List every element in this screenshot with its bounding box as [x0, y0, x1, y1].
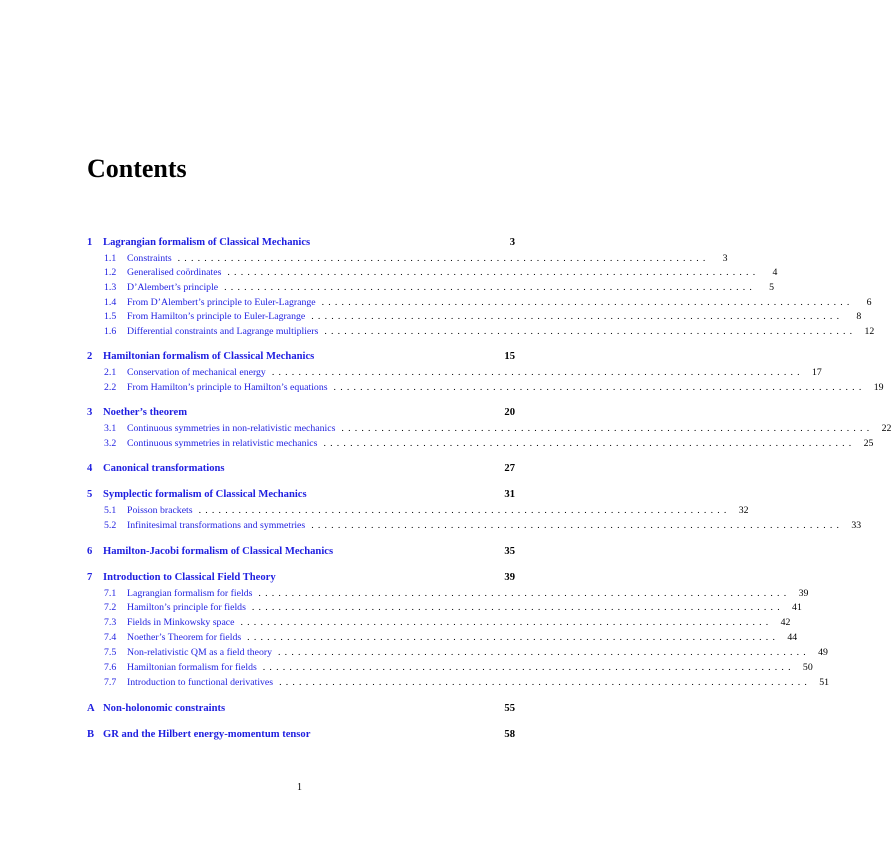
section-number: 5.2	[104, 520, 117, 531]
dot-leader: ................................................................................	[224, 282, 757, 293]
chapter-title-link: Canonical transformations	[103, 463, 225, 474]
section-number: 1.3	[104, 282, 117, 293]
section-page-number: 39	[798, 588, 809, 599]
section-number: 7.6	[104, 662, 117, 673]
section-page-number: 19	[873, 382, 884, 393]
section-number: 3.2	[104, 438, 117, 449]
section-number: 7.2	[104, 602, 117, 613]
toc-section-entry[interactable]	[104, 601, 802, 614]
section-number: 5.1	[104, 505, 117, 516]
dot-leader: ................................................................................	[333, 382, 866, 393]
toc-section-entry[interactable]	[104, 310, 862, 323]
section-page-number: 50	[802, 662, 813, 673]
section-page-number: 25	[863, 438, 874, 449]
chapter-page-number: 15	[504, 351, 515, 362]
section-title-link: Infinitesimal transformations and symmetries	[127, 520, 306, 531]
dot-leader: ................................................................................	[323, 438, 856, 449]
toc-chapter-entry[interactable]	[87, 545, 515, 559]
section-title-link: Hamiltonian formalism for fields	[127, 662, 257, 673]
chapter-page-number: 27	[504, 463, 515, 474]
toc-chapter-entry[interactable]	[87, 571, 515, 585]
toc-chapter-entry[interactable]	[87, 488, 515, 502]
section-page-number: 49	[818, 647, 828, 658]
section-title-link: Fields in Minkowsky space	[127, 617, 235, 628]
dot-leader: ................................................................................	[198, 505, 731, 516]
chapter-number: 5	[87, 489, 93, 500]
section-title-link: Conservation of mechanical energy	[127, 367, 266, 378]
chapter-page-number: 58	[504, 729, 515, 740]
section-page-number: 6	[866, 297, 872, 308]
section-number: 7.5	[104, 647, 117, 658]
section-page-number: 3	[722, 253, 728, 264]
section-number: 7.7	[104, 677, 117, 688]
section-number: 1.4	[104, 297, 117, 308]
section-title-link: From D’Alembert’s principle to Euler-Lagrange	[127, 297, 316, 308]
section-page-number: 8	[856, 311, 862, 322]
section-title-link: Poisson brackets	[127, 505, 193, 516]
toc-chapter-entry[interactable]	[87, 702, 515, 716]
toc-section-entry[interactable]	[104, 519, 862, 532]
chapter-number: 1	[87, 237, 93, 248]
toc-section-entry[interactable]	[104, 587, 809, 600]
chapter-page-number: 39	[504, 572, 515, 583]
toc-section-entry[interactable]	[104, 437, 874, 450]
section-page-number: 17	[811, 367, 822, 378]
chapter-number: 4	[87, 463, 93, 474]
dot-leader: ................................................................................	[177, 253, 710, 264]
section-page-number: 41	[792, 602, 802, 613]
chapter-title-link: Lagrangian formalism of Classical Mechanics	[103, 237, 311, 248]
section-title-link: Noether’s Theorem for fields	[127, 632, 242, 643]
section-page-number: 32	[738, 505, 749, 516]
toc-chapter-entry[interactable]	[87, 406, 515, 420]
toc-section-entry[interactable]	[104, 616, 791, 629]
section-title-link: D’Alembert’s principle	[127, 282, 219, 293]
toc-section-entry[interactable]	[104, 631, 798, 644]
chapter-number: 2	[87, 351, 93, 362]
dot-leader: ................................................................................	[278, 647, 810, 658]
section-number: 7.1	[104, 588, 117, 599]
chapter-number: B	[87, 729, 95, 740]
chapter-title-link: Introduction to Classical Field Theory	[103, 572, 276, 583]
section-title-link: Differential constraints and Lagrange multipliers	[127, 326, 319, 337]
section-title-link: Continuous symmetries in relativistic mechanics	[127, 438, 318, 449]
section-page-number: 5	[769, 282, 775, 293]
section-number: 2.2	[104, 382, 117, 393]
dot-leader: ................................................................................	[321, 297, 854, 308]
section-title-link: Introduction to functional derivatives	[127, 677, 274, 688]
dot-leader: ................................................................................	[311, 520, 844, 531]
section-number: 1.6	[104, 326, 117, 337]
dot-leader: ................................................................................	[227, 267, 760, 278]
page-number: 1	[297, 782, 302, 793]
dot-leader: ................................................................................	[262, 662, 795, 673]
section-number: 1.2	[104, 267, 117, 278]
contents-heading: Contents	[87, 154, 187, 183]
section-title-link: Generalised coördinates	[127, 267, 222, 278]
toc-section-entry[interactable]	[104, 422, 891, 435]
toc-section-entry[interactable]	[104, 325, 875, 338]
section-title-link: Continuous symmetries in non-relativistic mechanics	[127, 423, 336, 434]
dot-leader: ................................................................................	[271, 367, 804, 378]
section-page-number: 42	[780, 617, 791, 628]
toc-section-entry[interactable]	[104, 296, 872, 309]
dot-leader: ................................................................................	[279, 677, 812, 688]
section-number: 2.1	[104, 367, 117, 378]
chapter-title-link: Non-holonomic constraints	[103, 703, 226, 714]
dot-leader: ................................................................................	[247, 632, 780, 643]
chapter-page-number: 31	[504, 489, 515, 500]
section-number: 7.3	[104, 617, 117, 628]
toc-chapter-entry[interactable]	[87, 236, 515, 250]
section-page-number: 12	[864, 326, 875, 337]
chapter-number: A	[87, 703, 95, 714]
toc-section-entry[interactable]	[104, 281, 775, 294]
section-number: 7.4	[104, 632, 117, 643]
dot-leader: ................................................................................	[251, 602, 784, 613]
toc-section-entry[interactable]	[104, 661, 813, 674]
section-page-number: 22	[881, 423, 891, 434]
chapter-number: 6	[87, 546, 93, 557]
section-page-number: 44	[787, 632, 798, 643]
dot-leader: ................................................................................	[324, 326, 857, 337]
section-title-link: Constraints	[127, 253, 172, 264]
dot-leader: ................................................................................	[341, 423, 874, 434]
chapter-page-number: 3	[509, 237, 515, 248]
toc-section-entry[interactable]	[104, 676, 830, 689]
section-number: 1.1	[104, 253, 117, 264]
toc-section-entry[interactable]	[104, 646, 828, 659]
dot-leader: ................................................................................	[258, 588, 791, 599]
toc-chapter-entry[interactable]	[87, 462, 515, 476]
toc-section-entry[interactable]	[104, 366, 822, 379]
dot-leader: ................................................................................	[240, 617, 773, 628]
toc-section-entry[interactable]	[104, 266, 778, 279]
section-page-number: 33	[851, 520, 862, 531]
toc-chapter-entry[interactable]	[87, 728, 515, 742]
chapter-page-number: 35	[504, 546, 515, 557]
toc-section-entry[interactable]	[104, 504, 749, 517]
section-title-link: Non-relativistic QM as a field theory	[127, 647, 273, 658]
chapter-title-link: Hamilton-Jacobi formalism of Classical Mechanics	[103, 546, 334, 557]
toc-section-entry[interactable]	[104, 252, 728, 265]
section-page-number: 4	[772, 267, 778, 278]
chapter-title-link: Noether’s theorem	[103, 407, 188, 418]
toc-section-entry[interactable]	[104, 381, 884, 394]
chapter-title-link: Symplectic formalism of Classical Mechanics	[103, 489, 307, 500]
section-number: 1.5	[104, 311, 117, 322]
section-title-link: Hamilton’s principle for fields	[127, 602, 246, 613]
chapter-title-link: GR and the Hilbert energy-momentum tensor	[103, 729, 311, 740]
chapter-page-number: 20	[504, 407, 515, 418]
chapter-page-number: 55	[504, 703, 515, 714]
chapter-number: 7	[87, 572, 93, 583]
section-title-link: From Hamilton’s principle to Hamilton’s equations	[127, 382, 328, 393]
section-number: 3.1	[104, 423, 117, 434]
chapter-number: 3	[87, 407, 93, 418]
section-page-number: 51	[819, 677, 830, 688]
section-title-link: From Hamilton’s principle to Euler-Lagrange	[127, 311, 306, 322]
toc-chapter-entry[interactable]	[87, 350, 515, 364]
dot-leader: ................................................................................	[311, 311, 844, 322]
section-title-link: Lagrangian formalism for fields	[127, 588, 253, 599]
chapter-title-link: Hamiltonian formalism of Classical Mechanics	[103, 351, 315, 362]
